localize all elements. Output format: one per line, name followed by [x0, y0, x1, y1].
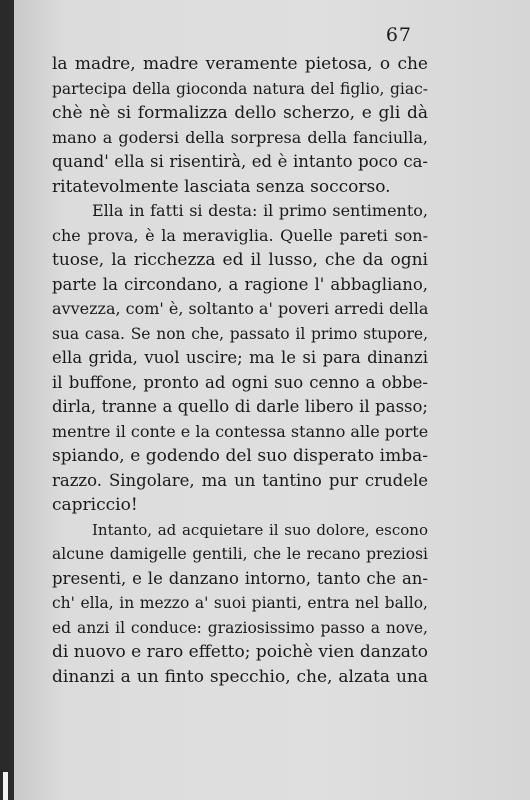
text-line: spiando, e godendo del suo disperato imba- — [52, 446, 428, 466]
text-line: di nuovo e raro effetto; poichè vien danzato — [52, 642, 428, 662]
text-line: razzo. Singolare, ma un tantino pur crudele — [52, 470, 428, 490]
text-line: il buffone, pronto ad ogni suo cenno a obbe- — [52, 372, 428, 392]
text-line: sua casa. Se non che, passato il primo stupore, — [52, 324, 428, 343]
text-line: Ella in fatti si desta: il primo sentimento, — [92, 201, 428, 220]
text-line: capriccio! — [52, 495, 138, 515]
text-line: ch' ella, in mezzo a' suoi pianti, entra nel ballo, — [52, 594, 428, 612]
text-line: mentre il conte e la contessa stanno alle porte — [52, 421, 429, 441]
text-line: ella grida, vuol uscire; ma le si para dinanzi — [52, 348, 428, 367]
page-body-text — [52, 52, 428, 689]
text-line: dinanzi a un finto specchio, che, alzata una — [52, 666, 428, 687]
book-page — [14, 0, 530, 800]
text-line: mano a godersi della sorpresa della fanciulla, — [52, 127, 428, 147]
text-line: ritatevolmente lasciata senza soccorso. — [52, 176, 391, 197]
text-line: quand' ella si risentirà, ed è intanto poco ca- — [52, 152, 428, 171]
page-number: 67 — [385, 24, 412, 46]
text-line: tuose, la ricchezza ed il lusso, che da ogni — [52, 250, 428, 270]
scan-left-edge — [0, 0, 14, 800]
text-line: parte la circondano, a ragione l' abbagliano, — [52, 274, 428, 294]
text-line: la madre, madre veramente pietosa, o che — [52, 54, 428, 74]
text-line: chè nè si formalizza dello scherzo, e gli dà — [52, 103, 428, 123]
text-line: dirla, tranne a quello di darle libero il passo; — [52, 397, 428, 416]
text-line: avvezza, com' è, soltanto a' poveri arredi della — [52, 299, 429, 318]
text-line: che prova, è la meraviglia. Quelle pareti son- — [52, 225, 428, 245]
text-line: ed anzi il conduce: graziosissimo passo a nove, — [52, 618, 428, 637]
text-line: partecipa della gioconda natura del figlio, giac- — [52, 79, 428, 98]
text-line: alcune damigelle gentili, che le recano preziosi — [52, 545, 428, 563]
scan-edge-mark — [3, 772, 8, 800]
text-line: Intanto, ad acquietare il suo dolore, escono — [92, 520, 428, 539]
text-line: presenti, e le danzano intorno, tanto che an- — [52, 568, 428, 588]
